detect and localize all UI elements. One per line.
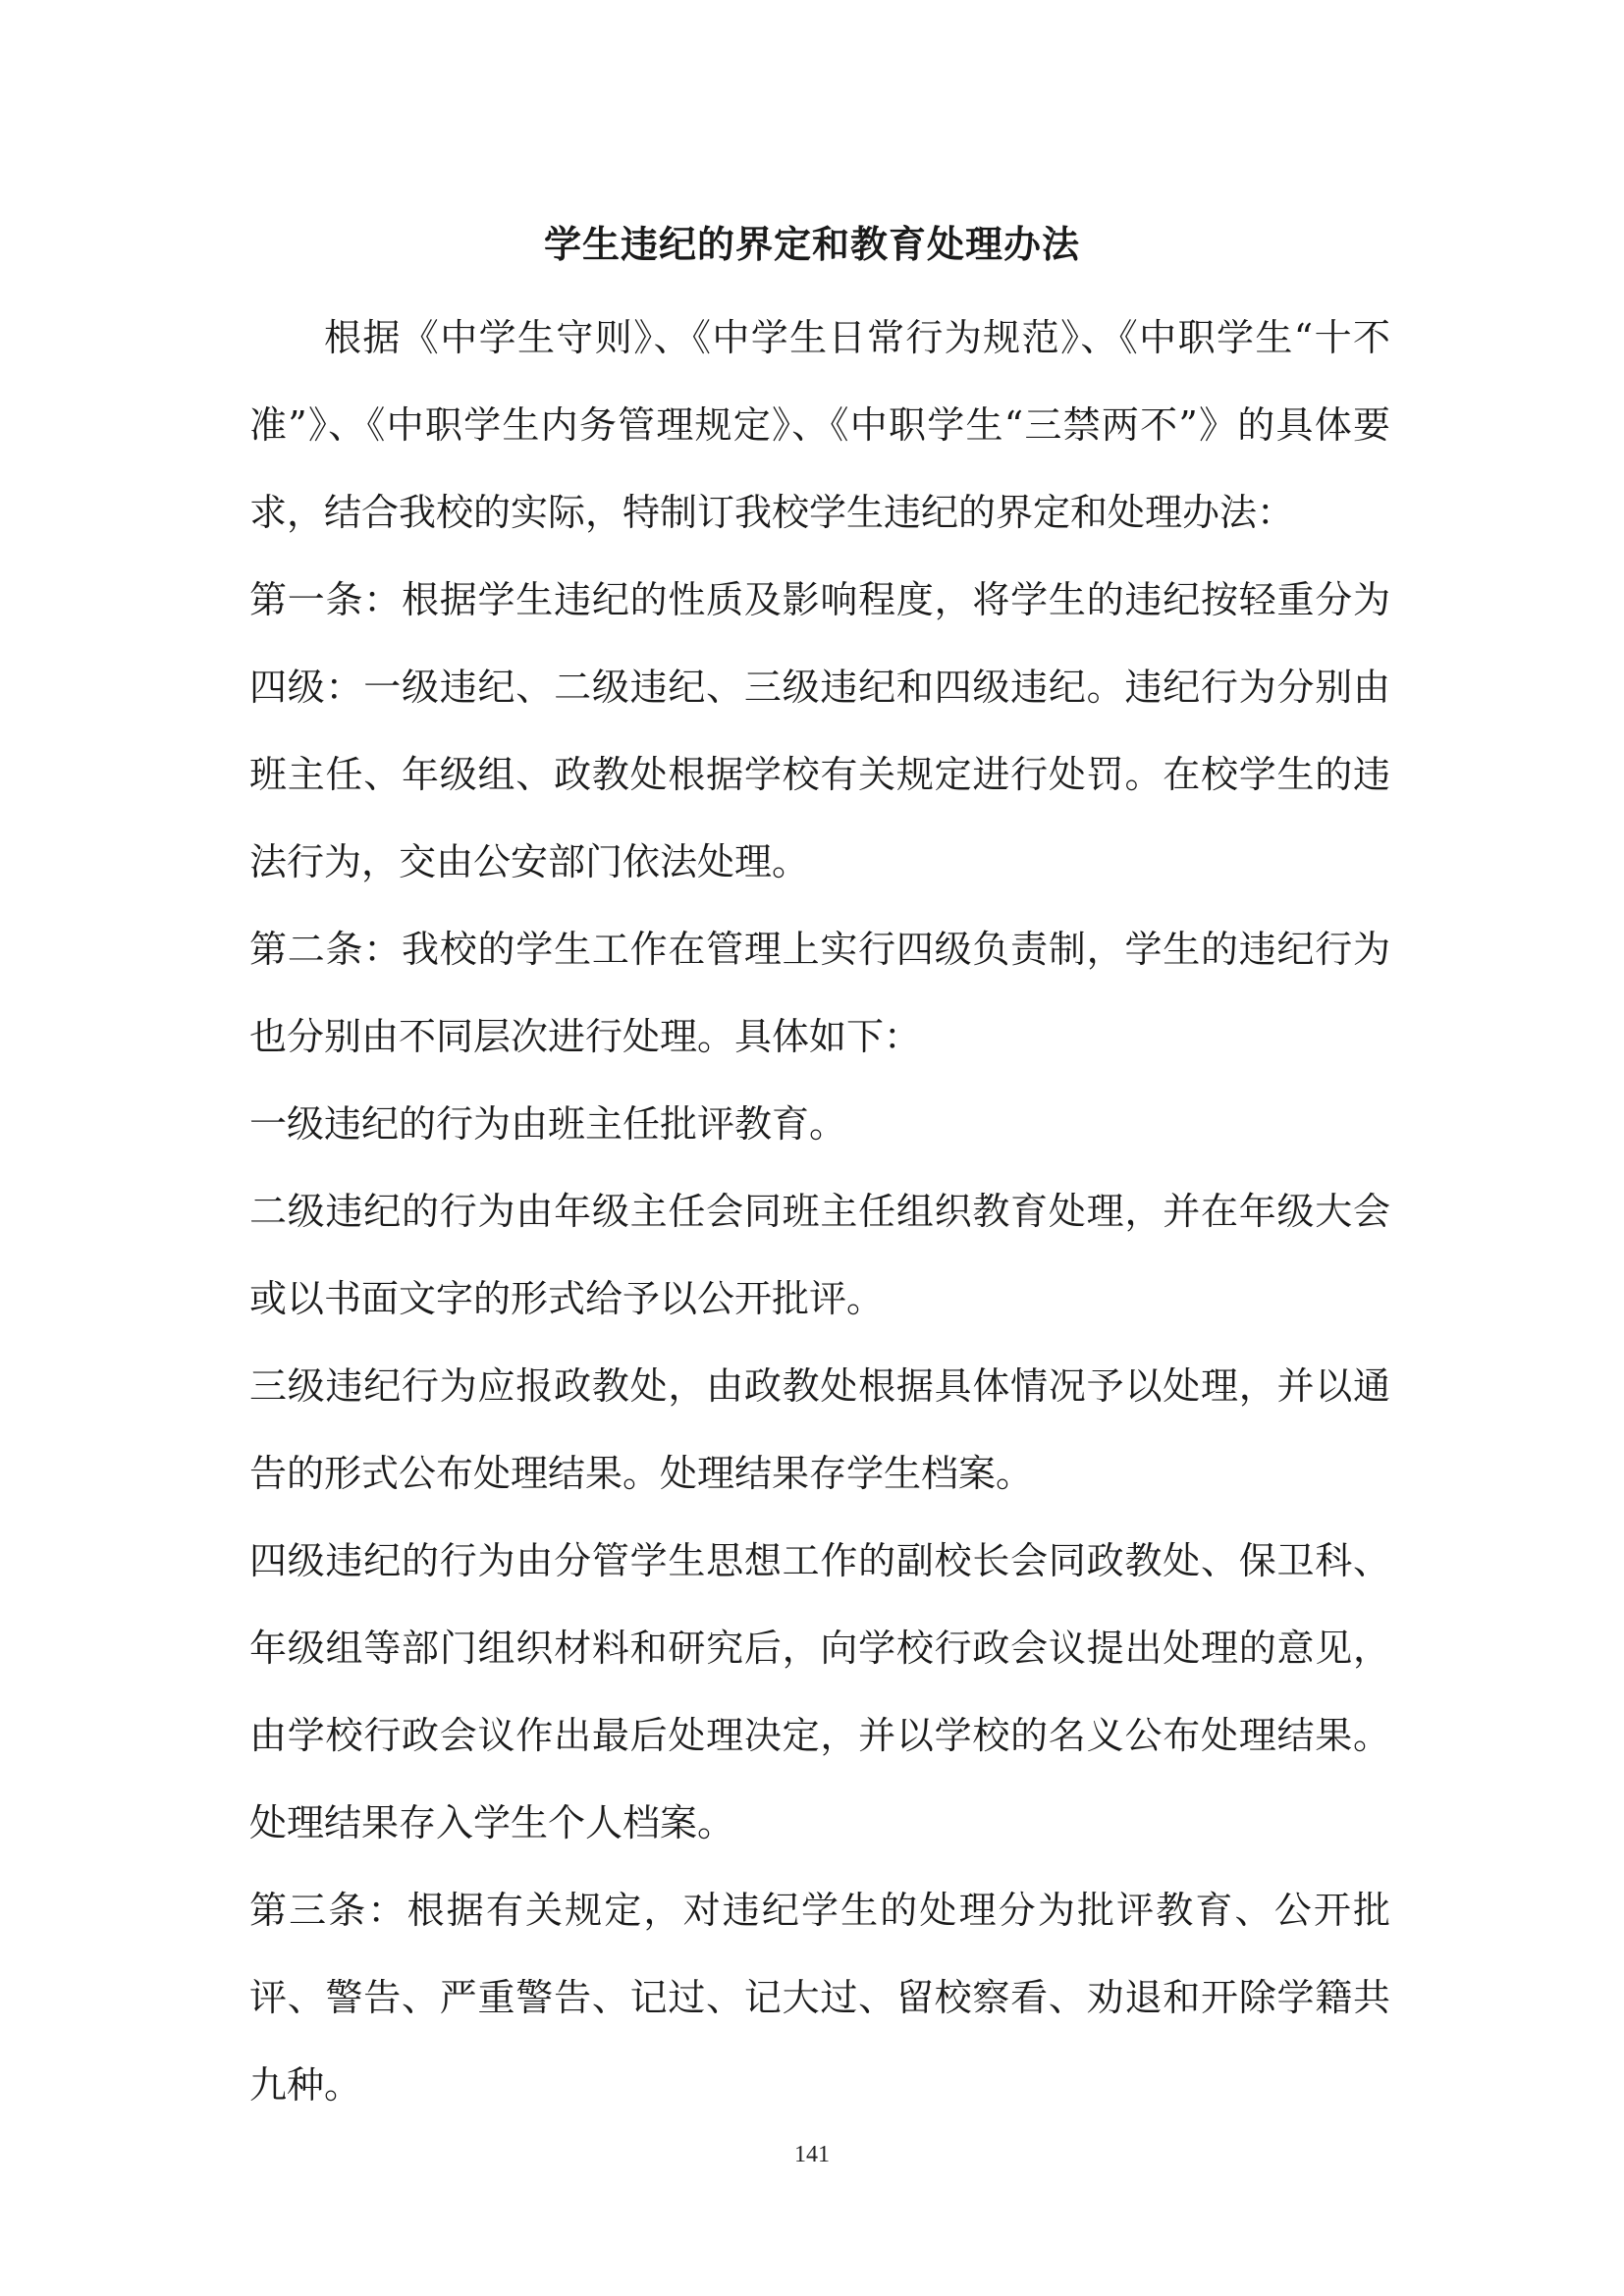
level-1-paragraph: 一级违纪的行为由班主任批评教育。: [249, 1102, 847, 1146]
level-3-paragraph: 三级违纪行为应报政教处，由政教处根据具体情况予以处理，并以通告的形式公布处理结果。处理结果存学生档案。: [249, 1364, 1390, 1495]
document-body: [249, 294, 1390, 2129]
article-2-paragraph: 第二条：我校的学生工作在管理上实行四级负责制，学生的违纪行为也分别由不同层次进行处理。具体如下：: [249, 928, 1390, 1058]
article-1-paragraph: 第一条：根据学生违纪的性质及影响程度，将学生的违纪按轻重分为四级：一级违纪、二级违纪、三级违纪和四级违纪。违纪行为分别由班主任、年级组、政教处根据学校有关规定进行处罚。在校学生的违法行为，交由公安部门依法处理。: [249, 578, 1390, 883]
intro-paragraph: 根据《中学生守则》、《中学生日常行为规范》、《中职学生“十不准”》、《中职学生内务管理规定》、《中职学生“三禁两不”》的具体要求，结合我校的实际，特制订我校学生违纪的界定和处理办法：: [249, 316, 1390, 534]
document-title: 学生违纪的界定和教育处理办法: [543, 223, 1080, 266]
page-number: 141: [794, 2142, 830, 2167]
article-3-paragraph: 第三条：根据有关规定，对违纪学生的处理分为批评教育、公开批评、警告、严重警告、记过、记大过、留校察看、劝退和开除学籍共九种。: [249, 1889, 1390, 2107]
level-2-paragraph: 二级违纪的行为由年级主任会同班主任组织教育处理，并在年级大会或以书面文字的形式给予以公开批评。: [249, 1190, 1390, 1320]
level-4-paragraph: 四级违纪的行为由分管学生思想工作的副校长会同政教处、保卫科、年级组等部门组织材料和研究后，向学校行政会议提出处理的意见，由学校行政会议作出最后处理决定，并以学校的名义公布处理结果。处理结果存入学生个人档案。: [249, 1539, 1390, 1844]
